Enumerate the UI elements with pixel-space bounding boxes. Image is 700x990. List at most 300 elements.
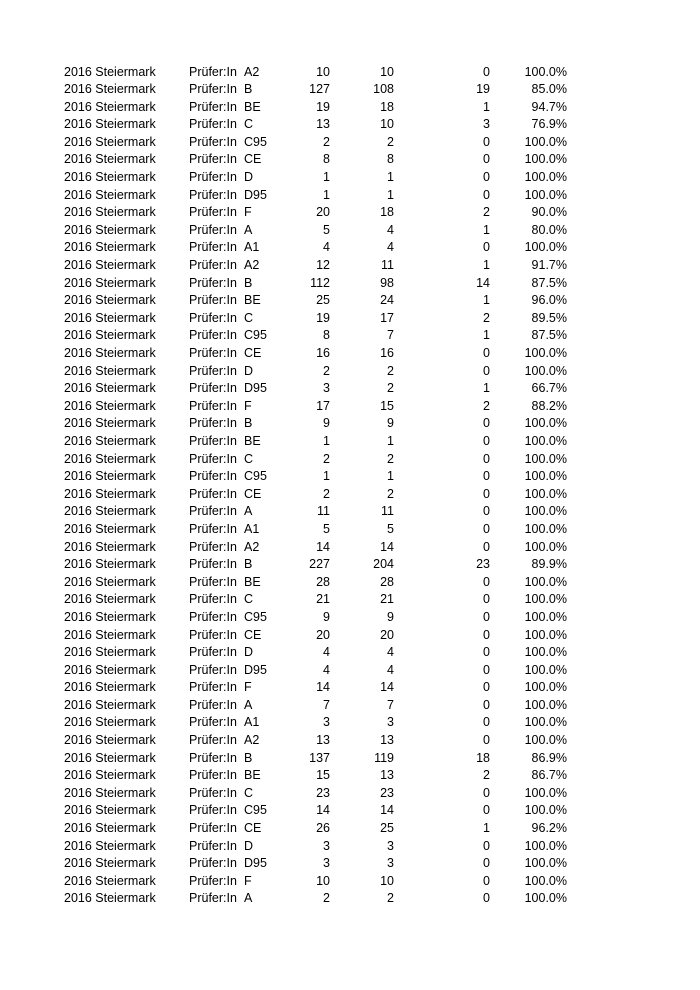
license-class-cell: CE (244, 486, 262, 501)
total-count-cell: 1 (323, 433, 330, 448)
failed-count-cell: 0 (483, 838, 490, 853)
region-year-cell: 2016 Steiermark (64, 486, 156, 501)
region-year-cell: 2016 Steiermark (64, 697, 156, 712)
total-count-cell: 25 (316, 293, 330, 308)
table-row (0, 327, 700, 345)
license-class-cell: BE (244, 433, 261, 448)
table-row (0, 363, 700, 381)
region-year-cell: 2016 Steiermark (64, 680, 156, 695)
data-table (0, 64, 700, 909)
license-class-cell: C95 (244, 609, 267, 624)
region-year-cell: 2016 Steiermark (64, 205, 156, 220)
license-class-cell: CE (244, 346, 262, 360)
role-cell: Prüfer:In (189, 486, 237, 501)
pass-rate-cell: 80.0% (531, 222, 567, 237)
total-count-cell: 12 (316, 258, 330, 273)
failed-count-cell: 0 (483, 170, 490, 185)
passed-count-cell: 10 (380, 64, 394, 79)
pass-rate-cell: 100.0% (524, 838, 567, 853)
region-year-cell: 2016 Steiermark (64, 433, 156, 448)
table-row (0, 451, 700, 469)
passed-count-cell: 98 (380, 275, 394, 290)
role-cell: Prüfer:In (189, 557, 237, 572)
license-class-cell: D95 (244, 187, 267, 202)
total-count-cell: 21 (316, 592, 330, 607)
passed-count-cell: 108 (373, 82, 394, 97)
role-cell: Prüfer:In (189, 469, 237, 484)
role-cell: Prüfer:In (189, 680, 237, 695)
pass-rate-cell: 100.0% (524, 785, 567, 800)
passed-count-cell: 2 (387, 134, 394, 149)
pass-rate-cell: 100.0% (524, 363, 567, 378)
license-class-cell: F (244, 205, 252, 220)
table-row (0, 169, 700, 187)
failed-count-cell: 0 (483, 240, 490, 255)
passed-count-cell: 17 (380, 310, 394, 325)
region-year-cell: 2016 Steiermark (64, 187, 156, 202)
license-class-cell: D95 (244, 856, 267, 871)
passed-count-cell: 3 (387, 715, 394, 730)
role-cell: Prüfer:In (189, 187, 237, 202)
passed-count-cell: 20 (380, 627, 394, 642)
passed-count-cell: 5 (387, 521, 394, 536)
role-cell: Prüfer:In (189, 275, 237, 290)
region-year-cell: 2016 Steiermark (64, 592, 156, 607)
license-class-cell: C95 (244, 803, 267, 818)
failed-count-cell: 0 (483, 891, 490, 906)
region-year-cell: 2016 Steiermark (64, 346, 156, 360)
pass-rate-cell: 100.0% (524, 64, 567, 79)
license-class-cell: D (244, 838, 254, 853)
failed-count-cell: 0 (483, 416, 490, 431)
license-class-cell: BE (244, 99, 261, 114)
total-count-cell: 8 (323, 328, 330, 343)
failed-count-cell: 0 (483, 662, 490, 677)
table-row (0, 239, 700, 257)
total-count-cell: 13 (316, 117, 330, 132)
region-year-cell: 2016 Steiermark (64, 398, 156, 413)
total-count-cell: 2 (323, 134, 330, 149)
license-class-cell: A2 (244, 64, 260, 79)
region-year-cell: 2016 Steiermark (64, 416, 156, 431)
failed-count-cell: 0 (483, 609, 490, 624)
region-year-cell: 2016 Steiermark (64, 293, 156, 308)
role-cell: Prüfer:In (189, 715, 237, 730)
failed-count-cell: 0 (483, 187, 490, 202)
passed-count-cell: 2 (387, 486, 394, 501)
passed-count-cell: 1 (387, 469, 394, 484)
role-cell: Prüfer:In (189, 258, 237, 273)
role-cell: Prüfer:In (189, 521, 237, 536)
table-row (0, 785, 700, 803)
passed-count-cell: 11 (381, 504, 394, 519)
license-class-cell: F (244, 398, 252, 413)
region-year-cell: 2016 Steiermark (64, 170, 156, 185)
total-count-cell: 1 (323, 170, 330, 185)
license-class-cell: CE (244, 627, 262, 642)
failed-count-cell: 0 (483, 785, 490, 800)
passed-count-cell: 10 (380, 873, 394, 888)
failed-count-cell: 18 (476, 750, 490, 765)
license-class-cell: C (244, 785, 254, 800)
pass-rate-cell: 100.0% (524, 504, 567, 519)
total-count-cell: 28 (316, 574, 330, 589)
pass-rate-cell: 100.0% (524, 521, 567, 536)
table-row (0, 820, 700, 838)
table-row (0, 64, 700, 82)
failed-count-cell: 0 (483, 715, 490, 730)
table-row (0, 750, 700, 768)
failed-count-cell: 0 (483, 803, 490, 818)
pass-rate-cell: 100.0% (524, 346, 567, 360)
region-year-cell: 2016 Steiermark (64, 557, 156, 572)
role-cell: Prüfer:In (189, 697, 237, 712)
role-cell: Prüfer:In (189, 838, 237, 853)
failed-count-cell: 0 (483, 486, 490, 501)
role-cell: Prüfer:In (189, 574, 237, 589)
role-cell: Prüfer:In (189, 891, 237, 906)
pass-rate-cell: 100.0% (524, 416, 567, 431)
pass-rate-cell: 87.5% (531, 275, 567, 290)
pass-rate-cell: 76.9% (531, 117, 567, 132)
region-year-cell: 2016 Steiermark (64, 803, 156, 818)
license-class-cell: D95 (244, 662, 267, 677)
role-cell: Prüfer:In (189, 346, 237, 360)
passed-count-cell: 9 (387, 416, 394, 431)
failed-count-cell: 19 (476, 82, 490, 97)
failed-count-cell: 1 (483, 258, 490, 273)
table-row (0, 855, 700, 873)
failed-count-cell: 1 (483, 99, 490, 114)
region-year-cell: 2016 Steiermark (64, 609, 156, 624)
failed-count-cell: 0 (483, 697, 490, 712)
region-year-cell: 2016 Steiermark (64, 645, 156, 660)
pass-rate-cell: 96.0% (531, 293, 567, 308)
table-row (0, 468, 700, 486)
role-cell: Prüfer:In (189, 662, 237, 677)
failed-count-cell: 0 (483, 733, 490, 748)
failed-count-cell: 1 (483, 293, 490, 308)
table-row (0, 292, 700, 310)
role-cell: Prüfer:In (189, 645, 237, 660)
passed-count-cell: 13 (380, 768, 394, 783)
total-count-cell: 23 (316, 785, 330, 800)
table-row (0, 574, 700, 592)
license-class-cell: C (244, 117, 254, 132)
table-row (0, 398, 700, 416)
pass-rate-cell: 100.0% (524, 152, 567, 167)
passed-count-cell: 13 (380, 733, 394, 748)
region-year-cell: 2016 Steiermark (64, 539, 156, 554)
table-row (0, 257, 700, 275)
table-row (0, 310, 700, 328)
pass-rate-cell: 100.0% (524, 451, 567, 466)
license-class-cell: A2 (244, 258, 260, 273)
failed-count-cell: 2 (483, 205, 490, 220)
pass-rate-cell: 100.0% (524, 240, 567, 255)
role-cell: Prüfer:In (189, 768, 237, 783)
total-count-cell: 2 (323, 363, 330, 378)
role-cell: Prüfer:In (189, 363, 237, 378)
passed-count-cell: 1 (387, 170, 394, 185)
total-count-cell: 17 (316, 398, 330, 413)
region-year-cell: 2016 Steiermark (64, 838, 156, 853)
license-class-cell: CE (244, 821, 262, 836)
passed-count-cell: 9 (387, 609, 394, 624)
pass-rate-cell: 100.0% (524, 469, 567, 484)
total-count-cell: 3 (323, 381, 330, 396)
pass-rate-cell: 89.5% (531, 310, 567, 325)
license-class-cell: C95 (244, 469, 267, 484)
license-class-cell: C95 (244, 134, 267, 149)
license-class-cell: C (244, 451, 254, 466)
passed-count-cell: 21 (380, 592, 394, 607)
pass-rate-cell: 100.0% (524, 627, 567, 642)
failed-count-cell: 0 (483, 645, 490, 660)
region-year-cell: 2016 Steiermark (64, 715, 156, 730)
passed-count-cell: 2 (387, 363, 394, 378)
region-year-cell: 2016 Steiermark (64, 662, 156, 677)
table-row (0, 697, 700, 715)
pass-rate-cell: 86.7% (531, 768, 567, 783)
total-count-cell: 19 (316, 310, 330, 325)
region-year-cell: 2016 Steiermark (64, 574, 156, 589)
total-count-cell: 2 (323, 486, 330, 501)
role-cell: Prüfer:In (189, 293, 237, 308)
passed-count-cell: 25 (380, 821, 394, 836)
role-cell: Prüfer:In (189, 733, 237, 748)
table-row (0, 521, 700, 539)
region-year-cell: 2016 Steiermark (64, 785, 156, 800)
passed-count-cell: 18 (380, 99, 394, 114)
license-class-cell: B (244, 82, 253, 97)
table-row (0, 503, 700, 521)
role-cell: Prüfer:In (189, 328, 237, 343)
table-row (0, 714, 700, 732)
total-count-cell: 14 (316, 680, 330, 695)
failed-count-cell: 0 (483, 521, 490, 536)
passed-count-cell: 2 (387, 451, 394, 466)
license-class-cell: A (244, 504, 253, 519)
table-row (0, 134, 700, 152)
pass-rate-cell: 100.0% (524, 697, 567, 712)
pass-rate-cell: 100.0% (524, 873, 567, 888)
table-row (0, 556, 700, 574)
failed-count-cell: 1 (483, 222, 490, 237)
failed-count-cell: 0 (483, 64, 490, 79)
failed-count-cell: 0 (483, 539, 490, 554)
region-year-cell: 2016 Steiermark (64, 891, 156, 906)
role-cell: Prüfer:In (189, 416, 237, 431)
region-year-cell: 2016 Steiermark (64, 733, 156, 748)
table-row (0, 609, 700, 627)
license-class-cell: B (244, 416, 253, 431)
passed-count-cell: 8 (387, 152, 394, 167)
role-cell: Prüfer:In (189, 64, 237, 79)
license-class-cell: A (244, 697, 253, 712)
role-cell: Prüfer:In (189, 609, 237, 624)
pass-rate-cell: 100.0% (524, 891, 567, 906)
total-count-cell: 227 (309, 557, 330, 572)
table-row (0, 644, 700, 662)
region-year-cell: 2016 Steiermark (64, 521, 156, 536)
pass-rate-cell: 100.0% (524, 433, 567, 448)
license-class-cell: BE (244, 574, 261, 589)
total-count-cell: 112 (310, 275, 330, 290)
total-count-cell: 10 (316, 64, 330, 79)
table-row (0, 890, 700, 908)
region-year-cell: 2016 Steiermark (64, 873, 156, 888)
table-row (0, 187, 700, 205)
total-count-cell: 1 (323, 469, 330, 484)
role-cell: Prüfer:In (189, 627, 237, 642)
passed-count-cell: 14 (380, 539, 394, 554)
role-cell: Prüfer:In (189, 785, 237, 800)
role-cell: Prüfer:In (189, 99, 237, 114)
total-count-cell: 4 (323, 645, 330, 660)
role-cell: Prüfer:In (189, 82, 237, 97)
passed-count-cell: 10 (380, 117, 394, 132)
total-count-cell: 2 (323, 891, 330, 906)
table-row (0, 222, 700, 240)
role-cell: Prüfer:In (189, 381, 237, 396)
failed-count-cell: 0 (483, 363, 490, 378)
table-row (0, 591, 700, 609)
role-cell: Prüfer:In (189, 398, 237, 413)
pass-rate-cell: 100.0% (524, 134, 567, 149)
failed-count-cell: 0 (483, 574, 490, 589)
role-cell: Prüfer:In (189, 310, 237, 325)
table-row (0, 662, 700, 680)
table-row (0, 116, 700, 134)
license-class-cell: A1 (244, 715, 260, 730)
license-class-cell: BE (244, 293, 261, 308)
failed-count-cell: 0 (483, 627, 490, 642)
total-count-cell: 5 (323, 222, 330, 237)
pass-rate-cell: 100.0% (524, 715, 567, 730)
total-count-cell: 1 (323, 187, 330, 202)
license-class-cell: C (244, 310, 254, 325)
passed-count-cell: 15 (380, 398, 394, 413)
passed-count-cell: 18 (380, 205, 394, 220)
role-cell: Prüfer:In (189, 134, 237, 149)
region-year-cell: 2016 Steiermark (64, 275, 156, 290)
pass-rate-cell: 89.9% (531, 557, 567, 572)
total-count-cell: 127 (309, 82, 330, 97)
role-cell: Prüfer:In (189, 451, 237, 466)
table-row (0, 345, 700, 363)
license-class-cell: CE (244, 152, 262, 167)
role-cell: Prüfer:In (189, 856, 237, 871)
pass-rate-cell: 66.7% (531, 381, 567, 396)
failed-count-cell: 0 (483, 873, 490, 888)
pass-rate-cell: 100.0% (524, 645, 567, 660)
license-class-cell: A (244, 891, 253, 906)
region-year-cell: 2016 Steiermark (64, 240, 156, 255)
role-cell: Prüfer:In (189, 803, 237, 818)
role-cell: Prüfer:In (189, 504, 237, 519)
passed-count-cell: 11 (381, 258, 394, 273)
total-count-cell: 9 (323, 609, 330, 624)
total-count-cell: 9 (323, 416, 330, 431)
passed-count-cell: 14 (380, 680, 394, 695)
license-class-cell: A2 (244, 733, 260, 748)
total-count-cell: 2 (323, 451, 330, 466)
total-count-cell: 26 (316, 821, 330, 836)
region-year-cell: 2016 Steiermark (64, 117, 156, 132)
passed-count-cell: 4 (387, 240, 394, 255)
table-row (0, 873, 700, 891)
table-row (0, 767, 700, 785)
pass-rate-cell: 100.0% (524, 733, 567, 748)
region-year-cell: 2016 Steiermark (64, 504, 156, 519)
pass-rate-cell: 90.0% (531, 205, 567, 220)
table-row (0, 539, 700, 557)
table-row (0, 627, 700, 645)
license-class-cell: B (244, 557, 253, 572)
failed-count-cell: 0 (483, 433, 490, 448)
total-count-cell: 14 (316, 803, 330, 818)
role-cell: Prüfer:In (189, 170, 237, 185)
failed-count-cell: 0 (483, 451, 490, 466)
failed-count-cell: 0 (483, 134, 490, 149)
total-count-cell: 7 (323, 697, 330, 712)
pass-rate-cell: 88.2% (531, 398, 567, 413)
table-row (0, 151, 700, 169)
license-class-cell: BE (244, 768, 261, 783)
license-class-cell: F (244, 873, 252, 888)
total-count-cell: 10 (316, 873, 330, 888)
passed-count-cell: 16 (380, 346, 394, 360)
region-year-cell: 2016 Steiermark (64, 64, 156, 79)
license-class-cell: F (244, 680, 252, 695)
total-count-cell: 20 (316, 627, 330, 642)
pass-rate-cell: 96.2% (531, 821, 567, 836)
region-year-cell: 2016 Steiermark (64, 821, 156, 836)
pass-rate-cell: 100.0% (524, 662, 567, 677)
role-cell: Prüfer:In (189, 222, 237, 237)
passed-count-cell: 28 (380, 574, 394, 589)
pass-rate-cell: 100.0% (524, 803, 567, 818)
pass-rate-cell: 100.0% (524, 609, 567, 624)
license-class-cell: A (244, 222, 253, 237)
region-year-cell: 2016 Steiermark (64, 451, 156, 466)
pass-rate-cell: 86.9% (531, 750, 567, 765)
total-count-cell: 13 (316, 733, 330, 748)
failed-count-cell: 14 (476, 275, 490, 290)
role-cell: Prüfer:In (189, 117, 237, 132)
region-year-cell: 2016 Steiermark (64, 258, 156, 273)
passed-count-cell: 4 (387, 662, 394, 677)
total-count-cell: 3 (323, 856, 330, 871)
role-cell: Prüfer:In (189, 152, 237, 167)
region-year-cell: 2016 Steiermark (64, 768, 156, 783)
region-year-cell: 2016 Steiermark (64, 381, 156, 396)
license-class-cell: D (244, 645, 254, 660)
license-class-cell: B (244, 750, 253, 765)
passed-count-cell: 24 (380, 293, 394, 308)
total-count-cell: 5 (323, 521, 330, 536)
failed-count-cell: 1 (483, 821, 490, 836)
failed-count-cell: 2 (483, 768, 490, 783)
failed-count-cell: 1 (483, 381, 490, 396)
region-year-cell: 2016 Steiermark (64, 363, 156, 378)
pass-rate-cell: 100.0% (524, 856, 567, 871)
region-year-cell: 2016 Steiermark (64, 856, 156, 871)
table-row (0, 81, 700, 99)
failed-count-cell: 2 (483, 310, 490, 325)
total-count-cell: 11 (317, 504, 330, 519)
